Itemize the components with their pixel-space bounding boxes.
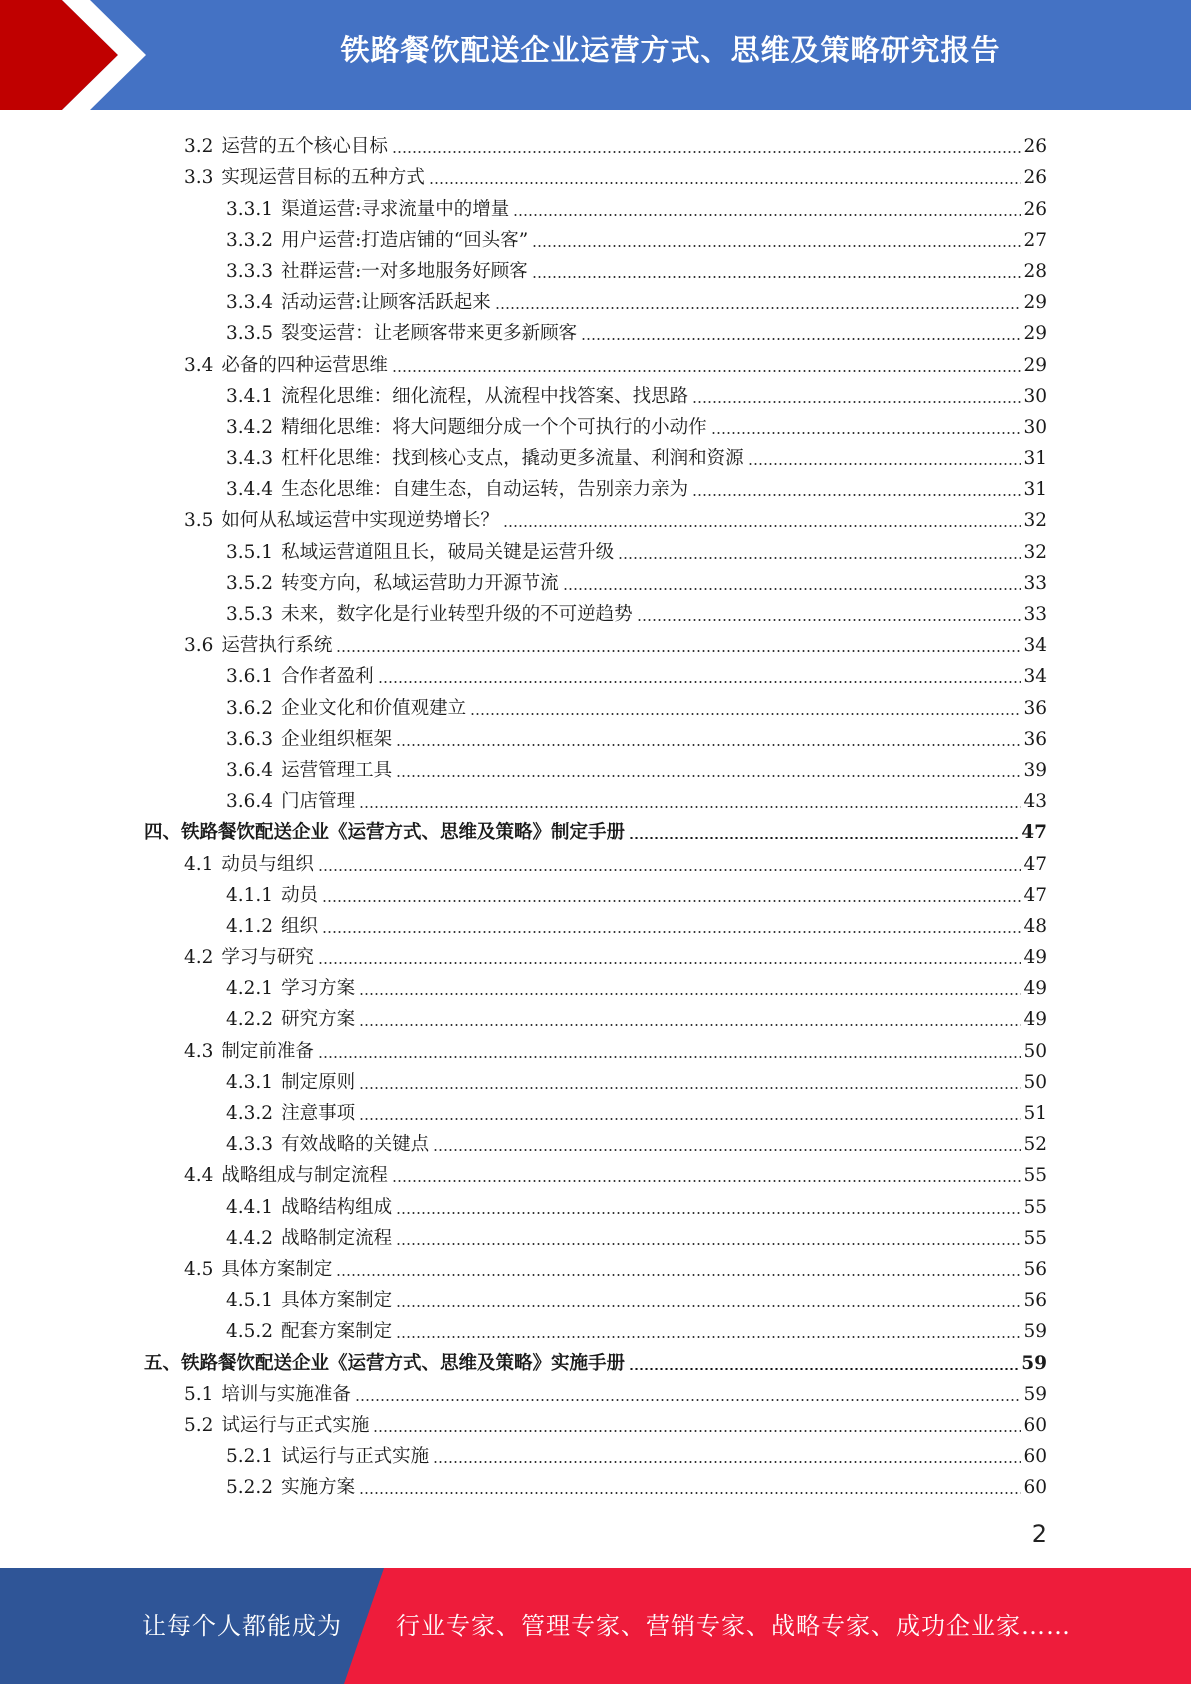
- toc-entry-number: 3.3.4: [226, 292, 274, 314]
- toc-entry-page: 39: [1023, 759, 1047, 781]
- toc-dot-leader: [513, 214, 1021, 216]
- toc-dot-leader: [359, 1024, 1021, 1026]
- toc-entry-page: 43: [1023, 791, 1047, 813]
- toc-entry[interactable]: [0, 440, 1191, 471]
- toc-entry[interactable]: [0, 1001, 1191, 1032]
- table-of-contents: [0, 128, 1191, 1500]
- toc-dot-leader: [396, 1243, 1021, 1245]
- toc-entry-title: 有效战略的关键点: [281, 1134, 430, 1156]
- toc-entry-page: 31: [1023, 479, 1047, 501]
- toc-entry-page: 47: [1023, 884, 1047, 906]
- toc-entry-page: 49: [1023, 1009, 1047, 1031]
- toc-entry-title: 未来，数字化是行业转型升级的不可逆趋势: [281, 604, 633, 625]
- toc-entry-page: 26: [1023, 167, 1047, 189]
- toc-entry-number: 3.3: [184, 167, 214, 189]
- toc-dot-leader: [692, 401, 1021, 403]
- page-header: [0, 0, 1191, 110]
- toc-entry-page: 60: [1023, 1414, 1047, 1436]
- toc-entry-page: 50: [1023, 1040, 1047, 1062]
- toc-entry-title: 用户运营:打造店铺的“回头客”: [281, 229, 529, 251]
- toc-dot-leader: [322, 931, 1021, 933]
- toc-dot-leader: [532, 245, 1021, 247]
- toc-entry-title: 试运行与正式实施: [221, 1414, 370, 1436]
- toc-entry-title: 战略结构组成: [281, 1196, 393, 1218]
- toc-entry-number: 3.2: [184, 136, 214, 158]
- toc-dot-leader: [532, 276, 1022, 278]
- toc-entry-title: 运营管理工具: [281, 759, 393, 781]
- toc-entry[interactable]: [0, 752, 1191, 783]
- toc-entry-number: 4.5: [184, 1258, 214, 1280]
- toc-entry-title: 转变方向，私域运营助力开源节流: [281, 572, 559, 594]
- toc-entry-title: 流程化思维：细化流程，从流程中找答案、找思路: [281, 385, 689, 407]
- toc-entry[interactable]: [0, 1438, 1191, 1469]
- toc-entry-title: 活动运营:让顾客活跃起来: [281, 292, 491, 314]
- toc-entry-title: 铁路餐饮配送企业《运营方式、思维及策略》实施手册: [181, 1352, 626, 1374]
- toc-entry-title: 动员: [281, 884, 319, 906]
- toc-entry[interactable]: [0, 939, 1191, 970]
- toc-entry-title: 动员与组织: [221, 853, 314, 875]
- toc-dot-leader: [637, 619, 1022, 621]
- toc-entry-number: 3.4.2: [226, 416, 274, 438]
- toc-entry-title: 研究方案: [281, 1009, 356, 1031]
- toc-entry-number: 4.2.1: [226, 978, 274, 1000]
- toc-entry-title: 试运行与正式实施: [281, 1446, 430, 1468]
- toc-entry-page: 26: [1023, 198, 1047, 220]
- toc-entry-page: 33: [1023, 572, 1047, 594]
- toc-entry-page: 36: [1023, 697, 1047, 719]
- toc-entry-page: 30: [1023, 385, 1047, 407]
- toc-entry-page: 27: [1023, 229, 1047, 251]
- toc-entry-number: 3.6.1: [226, 666, 274, 688]
- toc-entry-page: 59: [1021, 1352, 1047, 1374]
- toc-entry-number: 3.5.1: [226, 541, 274, 563]
- toc-dot-leader: [392, 151, 1022, 153]
- toc-entry[interactable]: [0, 346, 1191, 377]
- toc-entry[interactable]: [0, 970, 1191, 1001]
- toc-dot-leader: [392, 370, 1022, 372]
- toc-entry[interactable]: [0, 1376, 1191, 1407]
- toc-entry-title: 渠道运营:寻求流量中的增量: [281, 198, 510, 220]
- toc-entry-page: 59: [1023, 1321, 1047, 1343]
- toc-dot-leader: [503, 525, 1022, 527]
- toc-entry-number: 四、: [144, 822, 182, 844]
- toc-entry-title: 具体方案制定: [221, 1258, 333, 1280]
- toc-entry-number: 3.6.4: [226, 759, 274, 781]
- toc-dot-leader: [355, 1399, 1022, 1401]
- toc-entry-number: 4.4: [184, 1165, 214, 1187]
- toc-dot-leader: [359, 1087, 1021, 1089]
- toc-dot-leader: [396, 1305, 1021, 1307]
- toc-entry[interactable]: [0, 1126, 1191, 1157]
- toc-entry[interactable]: [0, 689, 1191, 720]
- toc-entry-page: 47: [1023, 853, 1047, 875]
- toc-entry-title: 学习方案: [281, 978, 356, 1000]
- toc-dot-leader: [429, 182, 1022, 184]
- toc-entry-page: 36: [1023, 728, 1047, 750]
- toc-dot-leader: [392, 1180, 1022, 1182]
- toc-entry[interactable]: [0, 1313, 1191, 1344]
- toc-entry-page: 51: [1023, 1103, 1047, 1124]
- toc-entry-title: 实施方案: [281, 1477, 356, 1499]
- toc-entry-page: 56: [1023, 1290, 1047, 1312]
- toc-entry-number: 4.2: [184, 947, 214, 969]
- toc-entry-page: 55: [1023, 1196, 1047, 1218]
- toc-entry-page: 60: [1023, 1477, 1047, 1499]
- toc-entry-number: 4.3.2: [226, 1103, 274, 1124]
- toc-dot-leader: [748, 463, 1022, 465]
- toc-entry[interactable]: [0, 1344, 1191, 1375]
- toc-entry-title: 战略制定流程: [281, 1227, 393, 1249]
- toc-entry-title: 制定原则: [281, 1071, 356, 1093]
- toc-entry-number: 3.4.3: [226, 448, 274, 470]
- toc-dot-leader: [563, 588, 1022, 590]
- toc-dot-leader: [396, 744, 1021, 746]
- toc-entry-number: 4.1.1: [226, 884, 274, 906]
- toc-entry-page: 59: [1023, 1383, 1047, 1405]
- toc-entry-number: 3.5: [184, 510, 214, 532]
- toc-dot-leader: [336, 650, 1021, 652]
- toc-entry-page: 47: [1021, 822, 1047, 844]
- toc-entry[interactable]: [0, 253, 1191, 284]
- toc-entry-page: 32: [1023, 541, 1047, 563]
- toc-dot-leader: [359, 1492, 1021, 1494]
- toc-dot-leader: [711, 432, 1022, 434]
- toc-entry-number: 4.3.3: [226, 1134, 274, 1156]
- toc-entry-number: 4.4.2: [226, 1227, 274, 1249]
- page-number: 2: [1031, 1520, 1047, 1548]
- toc-entry-page: 33: [1023, 604, 1047, 625]
- toc-entry-number: 3.3.1: [226, 198, 274, 220]
- toc-entry-page: 31: [1023, 448, 1047, 470]
- toc-entry[interactable]: [0, 502, 1191, 533]
- toc-entry[interactable]: [0, 409, 1191, 440]
- toc-entry-title: 运营执行系统: [221, 635, 333, 657]
- toc-dot-leader: [618, 557, 1021, 559]
- toc-entry-number: 五、: [144, 1352, 182, 1374]
- toc-entry[interactable]: [0, 565, 1191, 596]
- toc-entry-title: 学习与研究: [221, 947, 314, 969]
- toc-entry-title: 合作者盈利: [281, 666, 374, 688]
- toc-dot-leader: [373, 1430, 1021, 1432]
- toc-entry-number: 3.6.3: [226, 728, 274, 750]
- toc-entry-title: 社群运营:一对多地服务好顾客: [281, 260, 528, 282]
- toc-dot-leader: [318, 1056, 1022, 1058]
- toc-dot-leader: [336, 1274, 1021, 1276]
- toc-entry-number: 3.6.2: [226, 697, 274, 719]
- toc-entry[interactable]: [0, 222, 1191, 253]
- toc-entry[interactable]: [0, 721, 1191, 752]
- toc-entry-page: 52: [1023, 1134, 1047, 1156]
- toc-entry-page: 60: [1023, 1446, 1047, 1468]
- toc-entry[interactable]: [0, 783, 1191, 814]
- toc-entry-title: 必备的四种运营思维: [221, 354, 388, 376]
- toc-entry-number: 5.1: [184, 1383, 214, 1405]
- toc-entry-title: 私域运营道阻且长，破局关键是运营升级: [281, 541, 615, 563]
- toc-dot-leader: [433, 1461, 1021, 1463]
- toc-entry-title: 杠杆化思维：找到核心支点，撬动更多流量、利润和资源: [281, 448, 744, 470]
- toc-dot-leader: [433, 1149, 1021, 1151]
- toc-entry-title: 裂变运营：让老顾客带来更多新顾客: [281, 323, 578, 345]
- toc-entry[interactable]: [0, 471, 1191, 502]
- toc-entry[interactable]: [0, 1469, 1191, 1500]
- toc-entry-number: 4.1.2: [226, 915, 274, 937]
- toc-entry-title: 具体方案制定: [281, 1290, 393, 1312]
- toc-entry[interactable]: [0, 1032, 1191, 1063]
- toc-entry[interactable]: [0, 1220, 1191, 1251]
- toc-entry-number: 4.2.2: [226, 1009, 274, 1031]
- toc-entry-title: 运营的五个核心目标: [221, 136, 388, 158]
- toc-entry-page: 26: [1023, 136, 1047, 158]
- toc-entry-number: 3.3.5: [226, 323, 274, 345]
- toc-entry[interactable]: [0, 533, 1191, 564]
- toc-dot-leader: [318, 962, 1022, 964]
- toc-entry-title: 战略组成与制定流程: [221, 1165, 388, 1187]
- toc-entry-number: 3.4: [184, 354, 214, 376]
- toc-entry-title: 组织: [281, 915, 319, 937]
- toc-dot-leader: [322, 900, 1021, 902]
- toc-entry-number: 4.4.1: [226, 1196, 274, 1218]
- toc-entry-number: 5.2: [184, 1414, 214, 1436]
- toc-entry-page: 34: [1023, 666, 1047, 688]
- toc-entry[interactable]: [0, 596, 1191, 627]
- toc-entry-title: 铁路餐饮配送企业《运营方式、思维及策略》制定手册: [181, 822, 626, 844]
- footer-slogan-left: 让每个人都能成为: [142, 1612, 342, 1640]
- toc-entry-page: 29: [1023, 323, 1047, 345]
- toc-entry-number: 4.5.2: [226, 1321, 274, 1343]
- toc-dot-leader: [378, 681, 1022, 683]
- toc-entry[interactable]: [0, 908, 1191, 939]
- toc-dot-leader: [581, 338, 1021, 340]
- toc-dot-leader: [396, 1336, 1021, 1338]
- toc-entry[interactable]: [0, 814, 1191, 845]
- toc-dot-leader: [396, 775, 1021, 777]
- toc-entry-number: 3.4.4: [226, 479, 274, 501]
- toc-entry-number: 3.3.2: [226, 229, 274, 251]
- toc-entry-title: 企业文化和价值观建立: [281, 697, 467, 719]
- toc-entry-title: 注意事项: [281, 1103, 356, 1124]
- toc-entry-number: 3.5.2: [226, 572, 274, 594]
- toc-dot-leader: [629, 1368, 1019, 1370]
- toc-entry-page: 28: [1023, 260, 1047, 282]
- toc-entry-title: 生态化思维：自建生态，自动运转，告别亲力亲为: [281, 479, 689, 501]
- toc-entry-title: 配套方案制定: [281, 1321, 393, 1343]
- toc-entry-number: 5.2.2: [226, 1477, 274, 1499]
- toc-dot-leader: [396, 1212, 1021, 1214]
- toc-entry-page: 50: [1023, 1071, 1047, 1093]
- toc-entry[interactable]: [0, 627, 1191, 658]
- toc-dot-leader: [629, 837, 1019, 839]
- toc-entry[interactable]: [0, 658, 1191, 689]
- toc-entry-page: 55: [1023, 1227, 1047, 1249]
- toc-entry-page: 34: [1023, 635, 1047, 657]
- toc-entry-page: 30: [1023, 416, 1047, 438]
- toc-entry-page: 32: [1023, 510, 1047, 532]
- toc-entry-title: 培训与实施准备: [221, 1383, 351, 1405]
- toc-entry[interactable]: [0, 1282, 1191, 1313]
- report-title: 铁路餐饮配送企业运营方式、思维及策略研究报告: [340, 33, 1001, 67]
- toc-entry-page: 49: [1023, 978, 1047, 1000]
- toc-entry-title: 如何从私域运营中实现逆势增长？: [221, 510, 499, 532]
- toc-entry-number: 3.6.4: [226, 791, 274, 813]
- toc-entry-page: 29: [1023, 292, 1047, 314]
- toc-dot-leader: [692, 494, 1021, 496]
- toc-entry-number: 4.3: [184, 1040, 214, 1062]
- toc-entry[interactable]: [0, 845, 1191, 876]
- toc-dot-leader: [470, 713, 1021, 715]
- toc-entry-page: 29: [1023, 354, 1047, 376]
- toc-entry-number: 3.3.3: [226, 260, 274, 282]
- toc-entry[interactable]: [0, 1064, 1191, 1095]
- toc-entry-number: 4.3.1: [226, 1071, 274, 1093]
- toc-entry-title: 精细化思维：将大问题细分成一个个可执行的小动作: [281, 416, 707, 438]
- toc-entry-page: 48: [1023, 915, 1047, 937]
- toc-entry[interactable]: [0, 378, 1191, 409]
- toc-dot-leader: [318, 869, 1022, 871]
- toc-entry[interactable]: [0, 315, 1191, 346]
- toc-entry[interactable]: [0, 284, 1191, 315]
- toc-entry-page: 49: [1023, 947, 1047, 969]
- header-chevron-decoration: [0, 0, 150, 110]
- toc-entry[interactable]: [0, 1251, 1191, 1282]
- toc-entry[interactable]: [0, 190, 1191, 221]
- footer-slogan-right: 行业专家、管理专家、营销专家、战略专家、成功企业家……: [396, 1612, 1071, 1640]
- toc-entry[interactable]: [0, 1188, 1191, 1219]
- toc-entry-title: 实现运营目标的五种方式: [221, 167, 425, 189]
- toc-dot-leader: [359, 1118, 1021, 1120]
- toc-dot-leader: [359, 806, 1021, 808]
- toc-entry[interactable]: [0, 1407, 1191, 1438]
- toc-entry-number: 3.4.1: [226, 385, 274, 407]
- toc-dot-leader: [359, 993, 1021, 995]
- toc-entry-page: 56: [1023, 1258, 1047, 1280]
- toc-entry-title: 企业组织框架: [281, 728, 393, 750]
- toc-entry-title: 制定前准备: [221, 1040, 314, 1062]
- page-footer: [0, 1568, 1191, 1684]
- toc-entry[interactable]: [0, 159, 1191, 190]
- toc-entry-number: 4.1: [184, 853, 214, 875]
- toc-entry-page: 55: [1023, 1165, 1047, 1187]
- toc-entry-number: 5.2.1: [226, 1446, 274, 1468]
- toc-entry-number: 3.6: [184, 635, 214, 657]
- toc-entry-title: 门店管理: [281, 791, 356, 813]
- toc-entry[interactable]: [0, 1095, 1191, 1126]
- toc-entry[interactable]: [0, 1157, 1191, 1188]
- toc-dot-leader: [495, 307, 1022, 309]
- toc-entry[interactable]: [0, 877, 1191, 908]
- toc-entry[interactable]: [0, 128, 1191, 159]
- toc-entry-number: 3.5.3: [226, 604, 274, 625]
- toc-entry-number: 4.5.1: [226, 1290, 274, 1312]
